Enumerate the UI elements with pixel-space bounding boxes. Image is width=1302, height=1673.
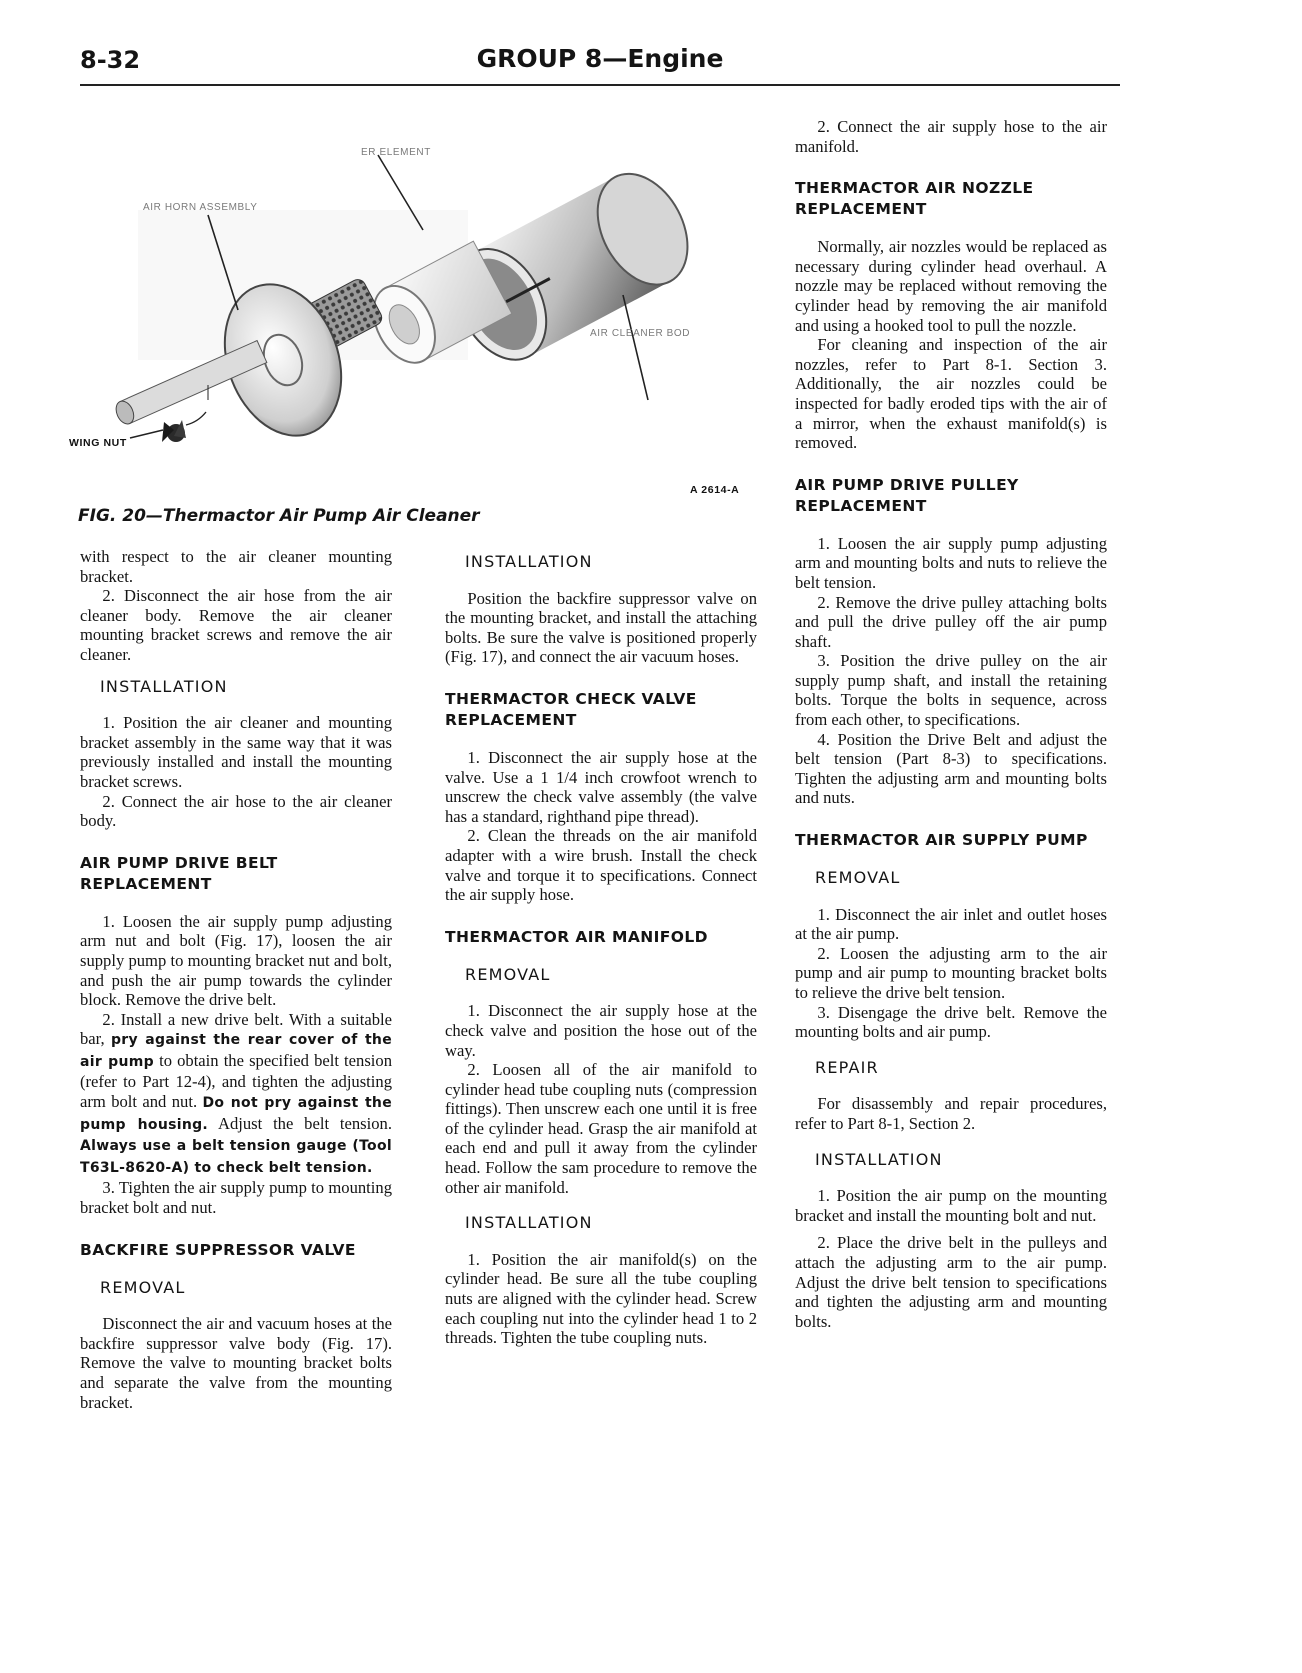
text-run: to obtain the specified belt tension (refer to Part 12-4), and tighten the adjusting arm bolt and nut.	[80, 1050, 392, 1112]
paragraph: 1. Disconnect the air supply hose at the valve. Use a 1 1/4 inch crowfoot wrench to unscrew the check valve assembly (the valve has a standard, righthand pipe thread).	[445, 747, 757, 826]
column-3	[795, 117, 1107, 1331]
section-heading: AIR PUMP DRIVE PULLEY REPLACEMENT	[795, 475, 1019, 515]
section-subheading: INSTALLATION	[465, 552, 593, 571]
text-run: Adjust the belt tension.	[217, 1113, 392, 1133]
section-heading: BACKFIRE SUPPRESSOR VALVE	[80, 1240, 356, 1259]
section-heading: AIR PUMP DRIVE BELT REPLACEMENT	[80, 853, 278, 893]
page-number: 8-32	[80, 46, 141, 74]
paragraph: 3. Tighten the air supply pump to mounting bracket bolt and nut.	[80, 1178, 392, 1218]
paragraph: Normally, air nozzles would be replaced as necessary during cylinder head overhaul. A nozzle may be replaced without removing the cylinder head by removing the air manifold and using a hooked tool to pull the nozzle.	[795, 237, 1107, 335]
air-cleaner-body-label: AIR CLEANER BOD	[590, 328, 691, 339]
section-subheading: REMOVAL	[465, 964, 551, 984]
paragraph: 2. Remove the drive pulley attaching bolts and pull the drive pulley off the air pump shaft.	[795, 592, 1107, 651]
column-1	[80, 547, 392, 1412]
section-heading: THERMACTOR AIR MANIFOLD	[445, 927, 708, 946]
paragraph: 1. Position the air pump on the mounting bracket and install the mounting bolt and nut.	[795, 1186, 1107, 1225]
section-heading: THERMACTOR CHECK VALVE REPLACEMENT	[445, 689, 697, 729]
section-subheading: INSTALLATION	[100, 676, 228, 696]
paragraph: 2. Loosen all of the air manifold to cylinder head tube coupling nuts (compression fittings). Then unscrew each one until it is free of the cylinder head. Grasp the air manifold at each end and pull it away from the cylinder head. Follow the sam procedure to remove the other air manifold.	[445, 1060, 757, 1197]
paragraph: Disconnect the air and vacuum hoses at the backfire suppressor valve body (Fig. 17). Remove the valve to mounting bracket bolts and separate the valve from the mounting bracket.	[80, 1314, 392, 1412]
column-2	[445, 552, 757, 1348]
paragraph: 1. Position the air cleaner and mounting bracket assembly in the same way that it was previously installed and install the mounting bracket screws.	[80, 713, 392, 791]
emphasis-text: pry against the rear cover of the air pump	[80, 1032, 392, 1070]
paragraph: with respect to the air cleaner mounting bracket.	[80, 547, 392, 586]
paragraph: 2. Connect the air supply hose to the air manifold.	[795, 117, 1107, 156]
paragraph: 3. Position the drive pulley on the air supply pump shaft, and install the retaining bolts. Torque the bolts in sequence, across from each other, to specifications.	[795, 651, 1107, 730]
section-subheading: REMOVAL	[100, 1277, 186, 1297]
paragraph: For cleaning and inspection of the air nozzles, refer to Part 8-1. Section 3. Additionally, the air nozzles could be inspected for badly eroded tips with the air of a mirror, when the exhaust manifold(s) is removed.	[795, 335, 1107, 453]
paragraph: 2. Loosen the adjusting arm to the air pump and air pump to mounting bracket bolts to relieve the drive belt tension.	[795, 943, 1107, 1002]
paragraph	[80, 1010, 392, 1179]
air-horn-assembly-label: AIR HORN ASSEMBLY	[143, 202, 258, 213]
figure-caption: FIG. 20—Thermactor Air Pump Air Cleaner	[78, 506, 480, 526]
paragraph: 1. Loosen the air supply pump adjusting arm and mounting bolts and nuts to relieve the belt tension.	[795, 533, 1107, 592]
emphasis-text: Always use a belt tension gauge (Tool T63L-8620-A) to check belt tension.	[80, 1138, 392, 1176]
emphasis-text: Do not pry against the pump housing.	[80, 1095, 392, 1133]
paragraph: 4. Position the Drive Belt and adjust the belt tension (Part 8-3) to specifications. Tighten the adjusting arm and mounting bolts and nuts.	[795, 729, 1107, 808]
paragraph: 1. Disconnect the air supply hose at the check valve and position the hose out of the way.	[445, 1001, 757, 1060]
air-cleaner-figure	[69, 100, 763, 500]
section-heading: THERMACTOR AIR NOZZLE REPLACEMENT	[795, 179, 1034, 219]
section-subheading: INSTALLATION	[465, 1213, 593, 1233]
page-header	[80, 40, 1120, 86]
section-subheading: INSTALLATION	[815, 1149, 943, 1169]
paragraph: 1. Position the air manifold(s) on the cylinder head. Be sure all the tube coupling nuts are aligned with the cylinder head. Screw each coupling nut into the cylinder head 1 to 2 threads. Tighten the tube coupling nuts.	[445, 1249, 757, 1348]
paragraph-gap	[795, 1225, 1107, 1233]
paragraph: 2. Disconnect the air hose from the air cleaner body. Remove the air cleaner mounting bracket screws and remove the air cleaner.	[80, 586, 392, 664]
air-cleaner-illustration	[78, 100, 763, 500]
paragraph: Position the backfire suppressor valve on the mounting bracket, and install the attaching bolts. Be sure the valve is positioned properly (Fig. 17), and connect the air vacuum hoses.	[445, 588, 757, 667]
paragraph: 2. Place the drive belt in the pulleys and attach the adjusting arm to the air pump. Adjust the drive belt tension to specifications and tighten the adjusting arm and mounting bolts.	[795, 1233, 1107, 1331]
text-run: 2. Install a new drive belt. With a suitable bar,	[80, 1009, 392, 1049]
wing-nut-label: WING NUT	[69, 437, 127, 449]
page-title: GROUP 8—Engine	[476, 44, 724, 73]
filter-element-label: ER ELEMENT	[361, 147, 431, 158]
section-subheading: REPAIR	[815, 1057, 879, 1077]
paragraph: 1. Disconnect the air inlet and outlet hoses at the air pump.	[795, 904, 1107, 944]
paragraph: 1. Loosen the air supply pump adjusting arm nut and bolt (Fig. 17), loosen the air supply pump to mounting bracket nut and bolt, and push the air pump towards the cylinder block. Remove the drive belt.	[80, 911, 392, 1010]
section-subheading: REMOVAL	[815, 868, 901, 888]
figure-code: A 2614-A	[690, 484, 740, 496]
paragraph: 2. Connect the air hose to the air cleaner body.	[80, 791, 392, 831]
paragraph: For disassembly and repair procedures, refer to Part 8-1, Section 2.	[795, 1094, 1107, 1133]
paragraph: 3. Disengage the drive belt. Remove the mounting bolts and air pump.	[795, 1002, 1107, 1042]
section-heading: THERMACTOR AIR SUPPLY PUMP	[795, 831, 1088, 850]
paragraph: 2. Clean the threads on the air manifold adapter with a wire brush. Install the check valve and torque it to specifications. Connect the air supply hose.	[445, 826, 757, 905]
